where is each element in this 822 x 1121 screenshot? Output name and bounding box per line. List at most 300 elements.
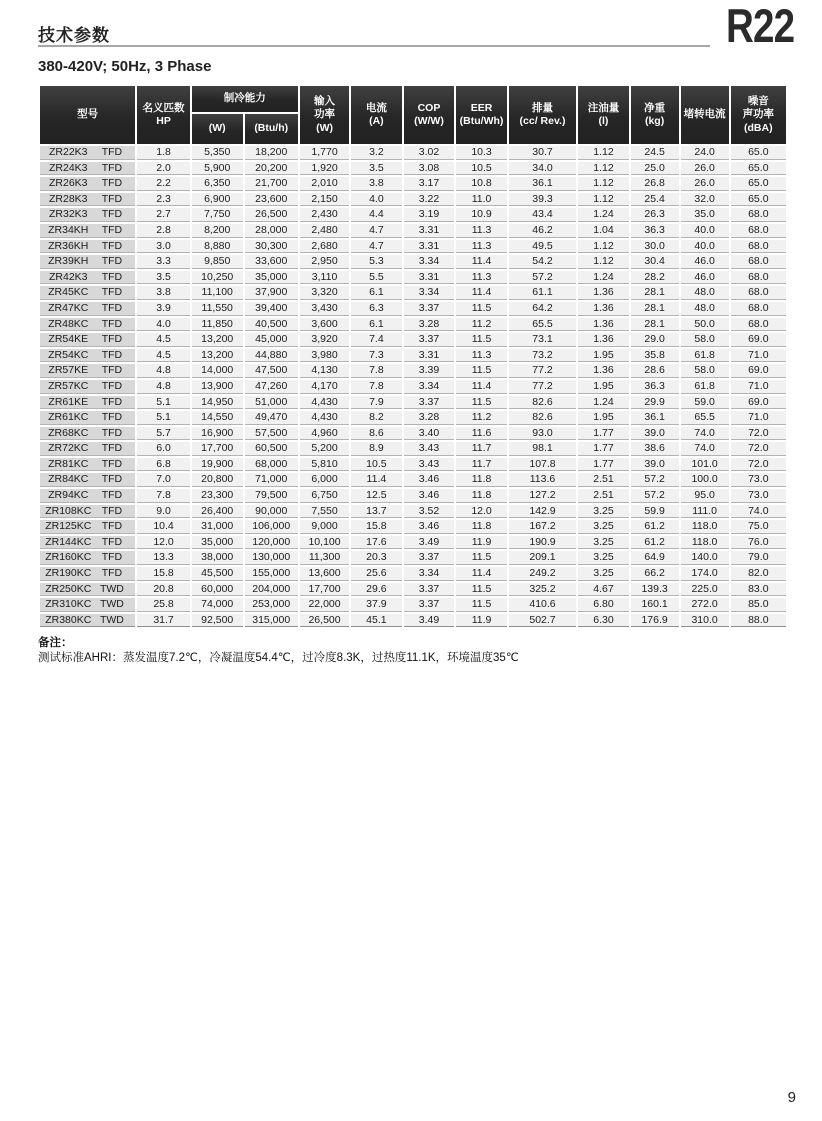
model-cell: [40, 162, 135, 176]
col-header-current: 电流 (A): [351, 86, 401, 144]
cell-cooling-btu: 30,300: [245, 240, 298, 254]
cell-cop: 3.40: [404, 427, 455, 441]
cell-oil-charge: 3.25: [578, 551, 628, 565]
cell-cooling-btu: 60,500: [245, 442, 298, 456]
cell-net-weight: 160.1: [631, 598, 679, 612]
model-cell: [40, 333, 135, 347]
cell-eer: 11.4: [456, 567, 506, 581]
model-cell: [40, 349, 135, 363]
cell-hp: 9.0: [137, 505, 189, 519]
cell-cooling-btu: 35,000: [245, 271, 298, 285]
cell-displacement: 325.2: [509, 583, 577, 597]
cell-cop: 3.46: [404, 473, 455, 487]
spec-table-container: [38, 84, 788, 629]
cell-noise: 74.0: [731, 505, 786, 519]
cell-hp: 2.2: [137, 177, 189, 191]
cell-current: 45.1: [351, 614, 401, 628]
cell-cooling-btu: 26,500: [245, 208, 298, 222]
cell-eer: 11.8: [456, 473, 506, 487]
cell-hp: 3.8: [137, 286, 189, 300]
cell-eer: 11.7: [456, 442, 506, 456]
model-cell: [40, 598, 135, 612]
col-header-oil-charge: 注油量 (l): [578, 86, 628, 144]
table-row: [40, 583, 786, 597]
cell-net-weight: 59.9: [631, 505, 679, 519]
cell-eer: 11.3: [456, 271, 506, 285]
cell-hp: 2.0: [137, 162, 189, 176]
model-code: ZR57KE: [48, 364, 89, 377]
cell-net-weight: 176.9: [631, 614, 679, 628]
cell-net-weight: 36.3: [631, 380, 679, 394]
cell-cooling-w: 74,000: [192, 598, 243, 612]
notes-text: 测试标准AHRI：蒸发温度7.2℃，冷凝温度54.4℃，过冷度8.3K，过热度11.1K，环境温度35℃: [38, 652, 519, 664]
cell-cop: 3.17: [404, 177, 455, 191]
cell-noise: 88.0: [731, 614, 786, 628]
model-type: TFD: [101, 333, 123, 346]
cell-displacement: 46.2: [509, 224, 577, 238]
table-row: [40, 302, 786, 316]
cell-displacement: 113.6: [509, 473, 577, 487]
model-code: ZR22K3: [49, 146, 88, 158]
cell-net-weight: 30.0: [631, 240, 679, 254]
cell-net-weight: 35.8: [631, 349, 679, 363]
cell-cooling-btu: 71,000: [245, 473, 298, 487]
cell-net-weight: 26.3: [631, 208, 679, 222]
cell-displacement: 36.1: [509, 177, 577, 191]
cell-locked-rotor-current: 46.0: [681, 255, 729, 269]
cell-hp: 4.5: [137, 349, 189, 363]
cell-cop: 3.34: [404, 286, 455, 300]
model-cell: [40, 442, 135, 456]
model-code: ZR54KE: [48, 333, 89, 346]
cell-current: 15.8: [351, 520, 401, 534]
cell-cooling-btu: 90,000: [245, 505, 298, 519]
cell-eer: 11.3: [456, 349, 506, 363]
cell-hp: 5.1: [137, 411, 189, 425]
model-type: TWD: [99, 613, 124, 626]
cell-oil-charge: 2.51: [578, 473, 628, 487]
cell-current: 7.4: [351, 333, 401, 347]
cell-eer: 11.4: [456, 286, 506, 300]
cell-cop: 3.39: [404, 364, 455, 378]
cell-input-power: 3,980: [300, 349, 349, 363]
model-code: ZR28K3: [49, 192, 88, 205]
cell-eer: 11.5: [456, 551, 506, 565]
cell-eer: 10.3: [456, 146, 506, 160]
cell-input-power: 4,430: [300, 411, 349, 425]
cell-noise: 71.0: [731, 411, 786, 425]
cell-cop: 3.31: [404, 271, 455, 285]
cell-cooling-w: 31,000: [192, 520, 243, 534]
cell-cooling-w: 11,550: [192, 302, 243, 316]
notes-label: 备注：: [38, 637, 73, 649]
model-type: TFD: [101, 255, 123, 268]
cell-locked-rotor-current: 61.8: [681, 349, 729, 363]
cell-input-power: 2,010: [300, 177, 349, 191]
cell-current: 7.9: [351, 396, 401, 410]
cell-displacement: 410.6: [509, 598, 577, 612]
cell-input-power: 26,500: [300, 614, 349, 628]
table-row: [40, 146, 786, 160]
cell-noise: 72.0: [731, 442, 786, 456]
cell-displacement: 82.6: [509, 396, 577, 410]
cell-current: 11.4: [351, 473, 401, 487]
voltage-subtitle: 380-420V; 50Hz, 3 Phase: [38, 58, 212, 75]
model-cell: [40, 505, 135, 519]
cell-net-weight: 36.3: [631, 224, 679, 238]
cell-hp: 1.8: [137, 146, 189, 160]
cell-cooling-w: 17,700: [192, 442, 243, 456]
cell-cooling-w: 23,300: [192, 489, 243, 503]
cell-noise: 83.0: [731, 583, 786, 597]
col-header-noise: 噪音 声功率 (dBA): [731, 86, 786, 144]
cell-locked-rotor-current: 48.0: [681, 286, 729, 300]
model-cell: [40, 473, 135, 487]
cell-cooling-w: 19,900: [192, 458, 243, 472]
cell-current: 17.6: [351, 536, 401, 550]
cell-cop: 3.43: [404, 442, 455, 456]
cell-displacement: 43.4: [509, 208, 577, 222]
cell-locked-rotor-current: 118.0: [681, 536, 729, 550]
cell-net-weight: 38.6: [631, 442, 679, 456]
model-cell: [40, 255, 135, 269]
cell-oil-charge: 3.25: [578, 536, 628, 550]
cell-hp: 6.0: [137, 442, 189, 456]
cell-input-power: 3,110: [300, 271, 349, 285]
cell-noise: 68.0: [731, 240, 786, 254]
cell-input-power: 10,100: [300, 536, 349, 550]
cell-current: 10.5: [351, 458, 401, 472]
cell-input-power: 6,000: [300, 473, 349, 487]
cell-cop: 3.34: [404, 380, 455, 394]
model-type: TWD: [99, 582, 124, 595]
table-row: [40, 364, 786, 378]
cell-locked-rotor-current: 24.0: [681, 146, 729, 160]
cell-cooling-w: 20,800: [192, 473, 243, 487]
cell-cooling-w: 26,400: [192, 505, 243, 519]
cell-input-power: 2,430: [300, 208, 349, 222]
cell-net-weight: 28.2: [631, 271, 679, 285]
table-row: [40, 427, 786, 441]
cell-current: 4.4: [351, 208, 401, 222]
cell-eer: 11.7: [456, 458, 506, 472]
model-code: ZR160KC: [45, 551, 92, 564]
cell-locked-rotor-current: 59.0: [681, 396, 729, 410]
model-type: TFD: [101, 177, 123, 190]
cell-cop: 3.37: [404, 551, 455, 565]
table-row: [40, 614, 786, 628]
cell-current: 13.7: [351, 505, 401, 519]
cell-cop: 3.37: [404, 302, 455, 316]
col-header-cooling-w: (W): [192, 114, 243, 144]
spec-table: [38, 84, 788, 629]
cell-hp: 3.9: [137, 302, 189, 316]
cell-displacement: 54.2: [509, 255, 577, 269]
cell-oil-charge: 3.25: [578, 505, 628, 519]
cell-hp: 4.8: [137, 380, 189, 394]
model-type: TFD: [101, 161, 123, 174]
cell-locked-rotor-current: 26.0: [681, 177, 729, 191]
model-type: TFD: [101, 473, 123, 486]
cell-eer: 10.5: [456, 162, 506, 176]
cell-noise: 71.0: [731, 380, 786, 394]
cell-cop: 3.49: [404, 536, 455, 550]
model-code: ZR24K3: [49, 161, 88, 174]
model-type: TFD: [101, 411, 123, 424]
model-type: TFD: [101, 223, 123, 236]
cell-eer: 11.5: [456, 333, 506, 347]
table-row: [40, 458, 786, 472]
table-row: [40, 208, 786, 222]
model-code: ZR39KH: [48, 255, 89, 268]
cell-hp: 4.5: [137, 333, 189, 347]
table-row: [40, 520, 786, 534]
cell-noise: 73.0: [731, 489, 786, 503]
cell-cooling-w: 5,900: [192, 162, 243, 176]
cell-input-power: 2,150: [300, 193, 349, 207]
cell-cooling-w: 13,200: [192, 333, 243, 347]
cell-locked-rotor-current: 40.0: [681, 240, 729, 254]
cell-locked-rotor-current: 118.0: [681, 520, 729, 534]
cell-displacement: 77.2: [509, 364, 577, 378]
cell-cop: 3.37: [404, 598, 455, 612]
cell-oil-charge: 1.24: [578, 271, 628, 285]
cell-oil-charge: 1.36: [578, 318, 628, 332]
cell-cooling-w: 35,000: [192, 536, 243, 550]
cell-noise: 65.0: [731, 146, 786, 160]
cell-net-weight: 28.1: [631, 302, 679, 316]
model-cell: [40, 240, 135, 254]
cell-cooling-btu: 47,500: [245, 364, 298, 378]
model-code: ZR34KH: [48, 223, 89, 236]
cell-cop: 3.49: [404, 614, 455, 628]
col-header-locked-rotor-current: 堵转电流: [681, 86, 729, 144]
cell-cop: 3.31: [404, 240, 455, 254]
cell-net-weight: 66.2: [631, 567, 679, 581]
cell-displacement: 73.1: [509, 333, 577, 347]
model-code: ZR54KC: [48, 348, 89, 361]
cell-hp: 7.0: [137, 473, 189, 487]
cell-cooling-btu: 68,000: [245, 458, 298, 472]
cell-cooling-w: 60,000: [192, 583, 243, 597]
table-row: [40, 411, 786, 425]
page-number: 9: [787, 1089, 796, 1106]
cell-eer: 11.5: [456, 364, 506, 378]
cell-noise: 65.0: [731, 162, 786, 176]
cell-noise: 65.0: [731, 177, 786, 191]
cell-cooling-w: 11,100: [192, 286, 243, 300]
model-type: TFD: [101, 504, 123, 517]
cell-oil-charge: 1.12: [578, 255, 628, 269]
cell-locked-rotor-current: 61.8: [681, 380, 729, 394]
cell-displacement: 64.2: [509, 302, 577, 316]
cell-net-weight: 39.0: [631, 458, 679, 472]
cell-hp: 15.8: [137, 567, 189, 581]
model-code: ZR108KC: [45, 504, 92, 517]
cell-oil-charge: 1.36: [578, 302, 628, 316]
model-cell: [40, 193, 135, 207]
table-row: [40, 162, 786, 176]
model-cell: [40, 583, 135, 597]
model-cell: [40, 551, 135, 565]
cell-hp: 5.1: [137, 396, 189, 410]
cell-input-power: 2,680: [300, 240, 349, 254]
cell-hp: 3.3: [137, 255, 189, 269]
cell-cooling-btu: 51,000: [245, 396, 298, 410]
cell-cop: 3.31: [404, 349, 455, 363]
cell-noise: 68.0: [731, 271, 786, 285]
cell-hp: 10.4: [137, 520, 189, 534]
cell-locked-rotor-current: 32.0: [681, 193, 729, 207]
model-type: TFD: [101, 379, 123, 392]
cell-current: 37.9: [351, 598, 401, 612]
cell-cooling-w: 6,350: [192, 177, 243, 191]
cell-noise: 68.0: [731, 302, 786, 316]
model-cell: [40, 411, 135, 425]
model-code: ZR36KH: [48, 239, 89, 252]
cell-input-power: 5,810: [300, 458, 349, 472]
cell-oil-charge: 1.95: [578, 411, 628, 425]
cell-eer: 11.5: [456, 302, 506, 316]
table-row: [40, 318, 786, 332]
model-type: TFD: [101, 364, 123, 377]
table-row: [40, 473, 786, 487]
cell-hp: 5.7: [137, 427, 189, 441]
col-header-displacement: 排量 (cc/ Rev.): [509, 86, 577, 144]
cell-input-power: 11,300: [300, 551, 349, 565]
cell-cop: 3.08: [404, 162, 455, 176]
cell-current: 7.8: [351, 380, 401, 394]
cell-displacement: 142.9: [509, 505, 577, 519]
table-row: [40, 567, 786, 581]
cell-displacement: 107.8: [509, 458, 577, 472]
col-header-cooling-capacity: 制冷能力: [192, 86, 298, 112]
cell-cooling-btu: 45,000: [245, 333, 298, 347]
model-code: ZR81KC: [48, 457, 89, 470]
cell-displacement: 30.7: [509, 146, 577, 160]
model-type: TWD: [99, 598, 124, 611]
cell-hp: 2.3: [137, 193, 189, 207]
model-code: ZR61KC: [48, 411, 89, 424]
cell-cooling-btu: 47,260: [245, 380, 298, 394]
model-code: ZR26K3: [49, 177, 88, 190]
cell-eer: 11.4: [456, 380, 506, 394]
model-code: ZR61KE: [48, 395, 89, 408]
model-code: ZR125KC: [45, 520, 92, 533]
cell-hp: 13.3: [137, 551, 189, 565]
cell-cooling-w: 92,500: [192, 614, 243, 628]
cell-noise: 68.0: [731, 208, 786, 222]
cell-net-weight: 57.2: [631, 489, 679, 503]
cell-cooling-w: 10,250: [192, 271, 243, 285]
cell-cooling-w: 6,900: [192, 193, 243, 207]
cell-eer: 11.3: [456, 240, 506, 254]
cell-oil-charge: 1.12: [578, 193, 628, 207]
cell-noise: 82.0: [731, 567, 786, 581]
cell-net-weight: 28.1: [631, 286, 679, 300]
title-divider: [38, 45, 710, 47]
table-row: [40, 193, 786, 207]
table-row: [40, 240, 786, 254]
page-title: 技术参数: [38, 26, 110, 45]
model-code: ZR72KC: [48, 442, 89, 455]
cell-noise: 76.0: [731, 536, 786, 550]
table-row: [40, 598, 786, 612]
cell-input-power: 3,430: [300, 302, 349, 316]
cell-cooling-btu: 28,000: [245, 224, 298, 238]
cell-hp: 2.7: [137, 208, 189, 222]
cell-oil-charge: 1.77: [578, 427, 628, 441]
cell-cooling-btu: 106,000: [245, 520, 298, 534]
cell-input-power: 2,480: [300, 224, 349, 238]
table-row: [40, 489, 786, 503]
cell-current: 8.2: [351, 411, 401, 425]
model-cell: [40, 286, 135, 300]
cell-hp: 2.8: [137, 224, 189, 238]
cell-input-power: 5,200: [300, 442, 349, 456]
cell-displacement: 77.2: [509, 380, 577, 394]
cell-eer: 11.5: [456, 396, 506, 410]
cell-cop: 3.31: [404, 224, 455, 238]
cell-oil-charge: 4.67: [578, 583, 628, 597]
cell-hp: 25.8: [137, 598, 189, 612]
col-header-model: 型号: [40, 86, 135, 144]
cell-input-power: 7,550: [300, 505, 349, 519]
cell-cooling-w: 5,350: [192, 146, 243, 160]
cell-current: 6.1: [351, 318, 401, 332]
cell-locked-rotor-current: 174.0: [681, 567, 729, 581]
cell-locked-rotor-current: 46.0: [681, 271, 729, 285]
cell-input-power: 1,920: [300, 162, 349, 176]
col-header-hp: 名义匹数 HP: [137, 86, 189, 144]
cell-cop: 3.46: [404, 489, 455, 503]
cell-noise: 85.0: [731, 598, 786, 612]
cell-locked-rotor-current: 101.0: [681, 458, 729, 472]
model-code: ZR94KC: [48, 489, 89, 502]
cell-cooling-w: 45,500: [192, 567, 243, 581]
cell-locked-rotor-current: 58.0: [681, 333, 729, 347]
cell-locked-rotor-current: 111.0: [681, 505, 729, 519]
cell-oil-charge: 3.25: [578, 567, 628, 581]
model-code: ZR42K3: [49, 270, 88, 283]
model-cell: [40, 427, 135, 441]
cell-cop: 3.34: [404, 255, 455, 269]
cell-oil-charge: 1.36: [578, 286, 628, 300]
model-code: ZR57KC: [48, 379, 89, 392]
table-row: [40, 505, 786, 519]
cell-input-power: 6,750: [300, 489, 349, 503]
table-row: [40, 380, 786, 394]
cell-hp: 6.8: [137, 458, 189, 472]
cell-eer: 11.5: [456, 598, 506, 612]
cell-current: 4.7: [351, 240, 401, 254]
cell-cop: 3.37: [404, 396, 455, 410]
cell-noise: 73.0: [731, 473, 786, 487]
model-code: ZR45KC: [48, 286, 89, 299]
table-row: [40, 255, 786, 269]
cell-hp: 31.7: [137, 614, 189, 628]
model-cell: [40, 520, 135, 534]
cell-eer: 10.8: [456, 177, 506, 191]
cell-hp: 3.0: [137, 240, 189, 254]
model-cell: [40, 458, 135, 472]
model-type: TFD: [101, 442, 123, 455]
cell-eer: 12.0: [456, 505, 506, 519]
model-cell: [40, 224, 135, 238]
table-body: [40, 146, 786, 627]
model-cell: [40, 380, 135, 394]
cell-hp: 4.8: [137, 364, 189, 378]
